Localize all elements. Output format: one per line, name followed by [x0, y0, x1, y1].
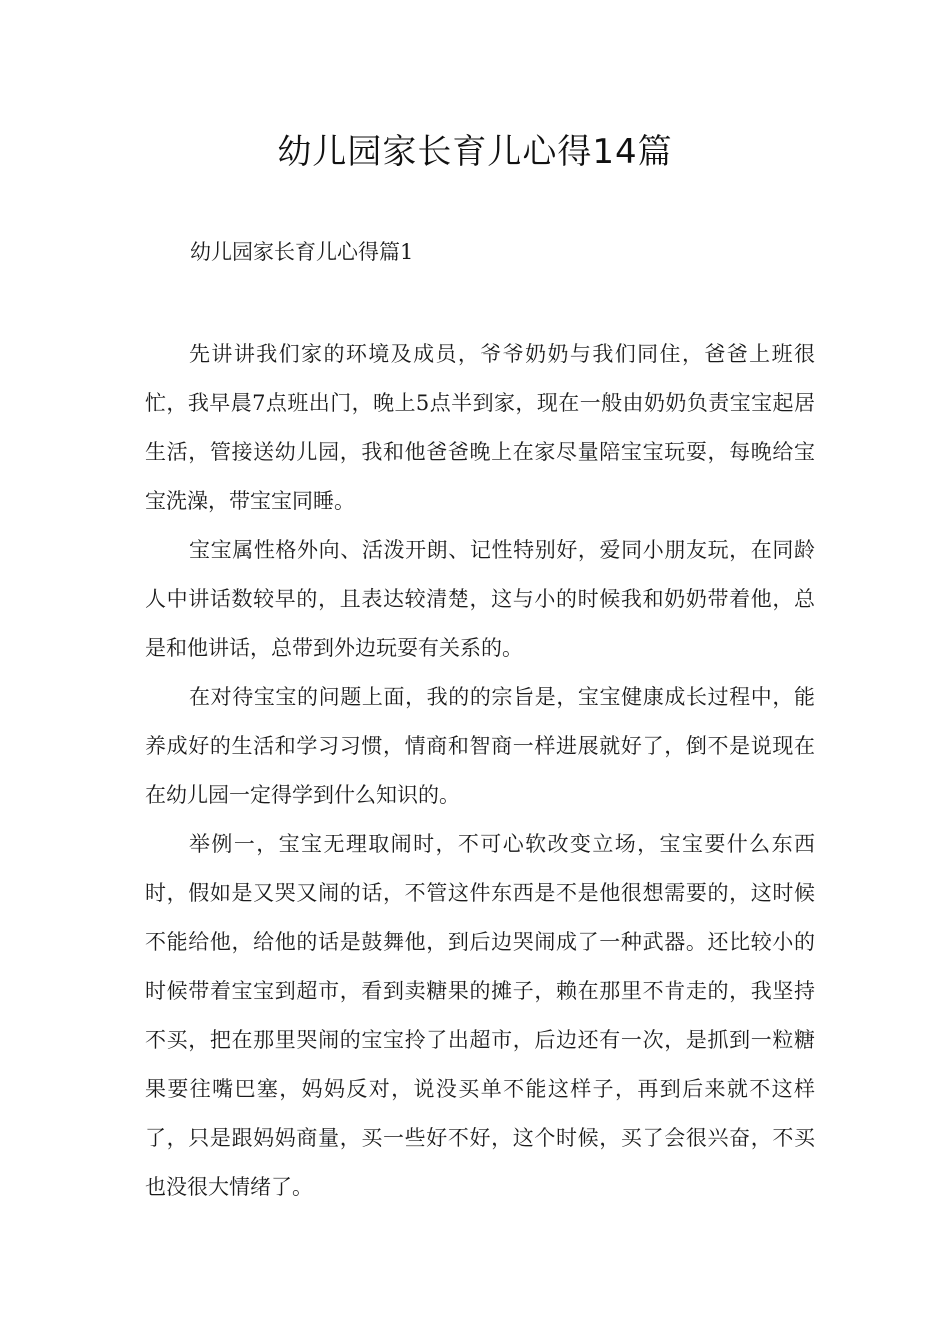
section-heading: 幼儿园家长育儿心得篇1 [190, 240, 414, 264]
paragraph: 先讲讲我们家的环境及成员，爷爷奶奶与我们同住，爸爸上班很忙，我早晨7点班出门，晚上5点半到家，现在一般由奶奶负责宝宝起居生活，管接送幼儿园，我和他爸爸晚上在家尽量陪宝宝玩耍，每晚给宝宝洗澡，带宝宝同睡。 [145, 342, 815, 513]
paragraph: 宝宝属性格外向、活泼开朗、记性特别好，爱同小朋友玩，在同龄人中讲话数较早的，且表达较清楚，这与小的时候我和奶奶带着他，总是和他讲话，总带到外边玩耍有关系的。 [145, 538, 815, 660]
document-body [145, 330, 815, 1212]
paragraph: 举例一，宝宝无理取闹时，不可心软改变立场，宝宝要什么东西时，假如是又哭又闹的话，不管这件东西是不是他很想需要的，这时候不能给他，给他的话是鼓舞他，到后边哭闹成了一种武器。还比较小的时候带着宝宝到超市，看到卖糖果的摊子，赖在那里不肯走的，我坚持不买，把在那里哭闹的宝宝拎了出超市，后边还有一次，是抓到一粒糖果要往嘴巴塞，妈妈反对，说没买单不能这样子，再到后来就不这样了，只是跟妈妈商量，买一些好不好，这个时候，买了会很兴奋，不买也没很大情绪了。 [145, 832, 815, 1199]
document-title: 幼儿园家长育儿心得14篇 [277, 132, 673, 172]
paragraph: 在对待宝宝的问题上面，我的的宗旨是，宝宝健康成长过程中，能养成好的生活和学习习惯，情商和智商一样进展就好了，倒不是说现在在幼儿园一定得学到什么知识的。 [145, 685, 815, 807]
